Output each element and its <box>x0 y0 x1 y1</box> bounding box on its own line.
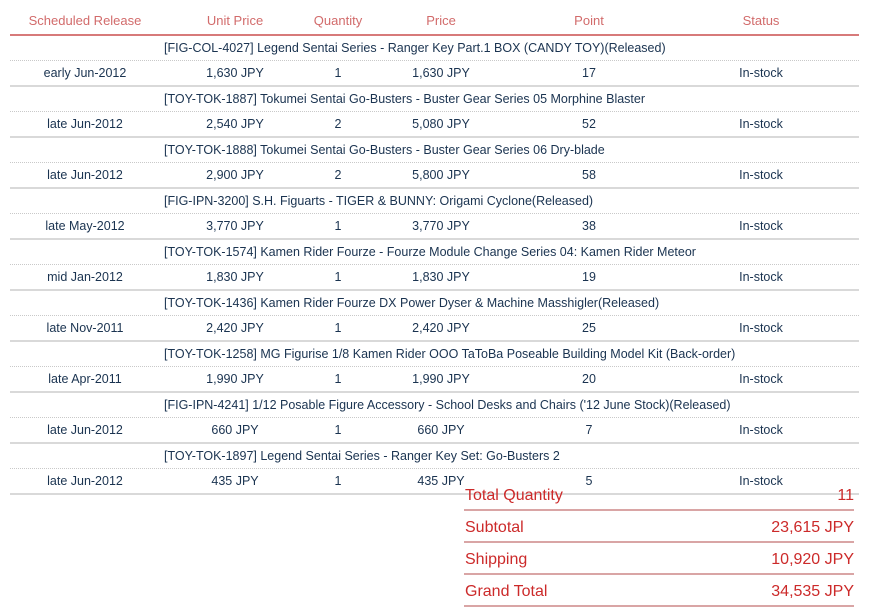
item-status: In-stock <box>739 372 783 386</box>
item-price: 1,830 JPY <box>412 270 470 284</box>
item-title-link[interactable]: [TOY-TOK-1574] Kamen Rider Fourze - Fourze Module Change Series 04: Kamen Rider Meteor <box>164 245 696 259</box>
item-release-date: early Jun-2012 <box>43 66 127 80</box>
item-quantity: 1 <box>334 219 342 233</box>
item-unit-price: 1,630 JPY <box>206 66 264 80</box>
item-title-row <box>10 444 859 469</box>
item-point: 7 <box>585 423 593 437</box>
item-quantity: 2 <box>334 168 342 182</box>
item-status: In-stock <box>739 66 783 80</box>
item-title-row <box>10 240 859 265</box>
item-release-date: late Nov-2011 <box>46 321 124 335</box>
item-unit-price: 1,830 JPY <box>206 270 264 284</box>
item-status: In-stock <box>739 168 783 182</box>
order-totals <box>464 481 854 609</box>
item-release-date: late May-2012 <box>45 219 125 233</box>
item-unit-price: 435 JPY <box>211 474 259 488</box>
item-point: 38 <box>582 219 596 233</box>
item-data-row <box>10 112 859 138</box>
item-release-date: late Apr-2011 <box>48 372 122 386</box>
item-data-row <box>10 61 859 87</box>
table-body <box>10 36 859 495</box>
item-point: 5 <box>585 474 593 488</box>
item-title-link[interactable]: [FIG-IPN-4241] 1/12 Posable Figure Accessory - School Desks and Chairs ('12 June Stock)(Released) <box>164 398 731 412</box>
grand-total-value: 34,535 JPY <box>771 583 854 600</box>
order-table <box>10 0 859 495</box>
item-title-row <box>10 393 859 418</box>
shipping-row <box>464 545 854 575</box>
item-point: 19 <box>582 270 596 284</box>
item-release-date: late Jun-2012 <box>47 168 123 182</box>
item-release-date: late Jun-2012 <box>47 474 123 488</box>
item-title-link[interactable]: [FIG-COL-4027] Legend Sentai Series - Ranger Key Part.1 BOX (CANDY TOY)(Released) <box>164 41 666 55</box>
item-status: In-stock <box>739 270 783 284</box>
subtotal-label: Subtotal <box>465 519 524 536</box>
item-release-date: mid Jan-2012 <box>47 270 123 284</box>
item-price: 3,770 JPY <box>412 219 470 233</box>
item-status: In-stock <box>739 321 783 335</box>
item-point: 25 <box>582 321 596 335</box>
item-unit-price: 660 JPY <box>211 423 259 437</box>
item-quantity: 1 <box>334 270 342 284</box>
item-price: 2,420 JPY <box>412 321 470 335</box>
header-price: Price <box>426 13 456 28</box>
item-data-row <box>10 316 859 342</box>
total-quantity-row <box>464 481 854 511</box>
table-header <box>10 0 859 36</box>
subtotal-row <box>464 513 854 543</box>
item-title-row <box>10 36 859 61</box>
header-point: Point <box>574 13 604 28</box>
item-data-row <box>10 214 859 240</box>
shipping-label: Shipping <box>465 551 528 568</box>
item-status: In-stock <box>739 423 783 437</box>
item-title-link[interactable]: [TOY-TOK-1258] MG Figurise 1/8 Kamen Rider OOO TaToBa Poseable Building Model Kit (Back-order) <box>164 347 736 361</box>
item-release-date: late Jun-2012 <box>47 117 123 131</box>
shipping-value: 10,920 JPY <box>771 551 854 568</box>
item-price: 5,080 JPY <box>412 117 470 131</box>
item-title-row <box>10 189 859 214</box>
total-quantity-label: Total Quantity <box>465 487 563 504</box>
item-quantity: 1 <box>334 474 342 488</box>
item-unit-price: 2,900 JPY <box>206 168 264 182</box>
item-price: 660 JPY <box>417 423 465 437</box>
item-price: 1,990 JPY <box>412 372 470 386</box>
item-title-link[interactable]: [TOY-TOK-1887] Tokumei Sentai Go-Busters - Buster Gear Series 05 Morphine Blaster <box>164 92 646 106</box>
item-title-row <box>10 87 859 112</box>
item-title-link[interactable]: [FIG-IPN-3200] S.H. Figuarts - TIGER & BUNNY: Origami Cyclone(Released) <box>164 194 594 208</box>
item-quantity: 1 <box>334 321 342 335</box>
item-point: 17 <box>582 66 596 80</box>
header-unit-price: Unit Price <box>206 13 264 28</box>
item-unit-price: 2,420 JPY <box>206 321 264 335</box>
item-unit-price: 1,990 JPY <box>206 372 264 386</box>
item-quantity: 1 <box>334 423 342 437</box>
item-unit-price: 3,770 JPY <box>206 219 264 233</box>
item-data-row <box>10 163 859 189</box>
item-price: 435 JPY <box>417 474 465 488</box>
item-title-link[interactable]: [TOY-TOK-1436] Kamen Rider Fourze DX Power Dyser & Machine Masshigler(Released) <box>164 296 660 310</box>
item-title-row <box>10 138 859 163</box>
header-scheduled-release: Scheduled Release <box>28 13 142 28</box>
item-data-row <box>10 265 859 291</box>
item-data-row <box>10 418 859 444</box>
item-title-row <box>10 342 859 367</box>
total-quantity-value: 11 <box>837 487 854 504</box>
item-price: 5,800 JPY <box>412 168 470 182</box>
header-quantity: Quantity <box>313 13 363 28</box>
item-quantity: 2 <box>334 117 342 131</box>
item-status: In-stock <box>739 219 783 233</box>
grand-total-row <box>464 577 854 607</box>
item-unit-price: 2,540 JPY <box>206 117 264 131</box>
grand-total-label: Grand Total <box>465 583 548 600</box>
item-quantity: 1 <box>334 372 342 386</box>
item-quantity: 1 <box>334 66 342 80</box>
item-release-date: late Jun-2012 <box>47 423 123 437</box>
item-data-row <box>10 367 859 393</box>
item-status: In-stock <box>739 474 783 488</box>
item-point: 52 <box>582 117 596 131</box>
item-point: 58 <box>582 168 596 182</box>
item-point: 20 <box>582 372 596 386</box>
item-title-link[interactable]: [TOY-TOK-1897] Legend Sentai Series - Ranger Key Set: Go-Busters 2 <box>164 449 560 463</box>
item-title-link[interactable]: [TOY-TOK-1888] Tokumei Sentai Go-Busters - Buster Gear Series 06 Dry-blade <box>164 143 605 157</box>
item-title-row <box>10 291 859 316</box>
header-status: Status <box>742 13 780 28</box>
item-status: In-stock <box>739 117 783 131</box>
subtotal-value: 23,615 JPY <box>771 519 854 536</box>
item-price: 1,630 JPY <box>412 66 470 80</box>
